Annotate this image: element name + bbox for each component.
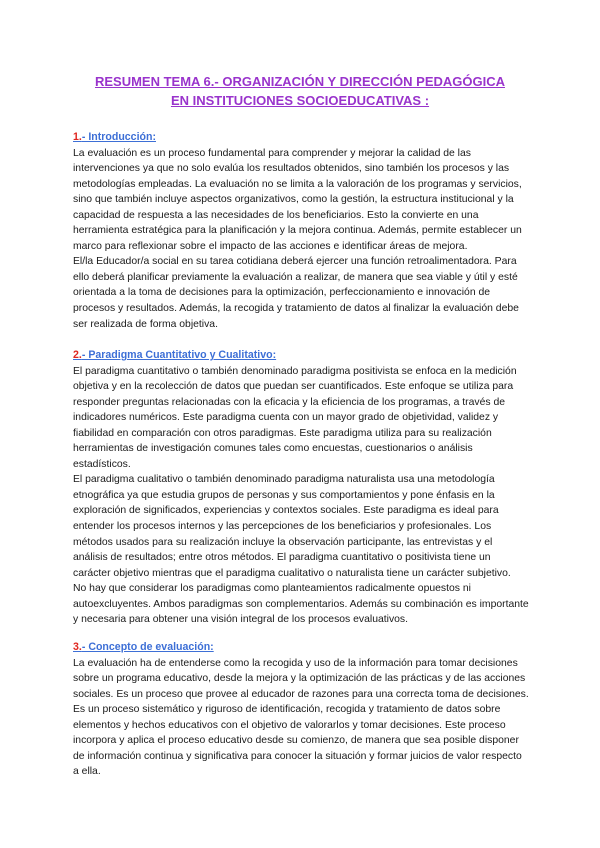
document-title-line-1: RESUMEN TEMA 6.- ORGANIZACIÓN Y DIRECCIÓN PEDAGÓGICA bbox=[94, 74, 505, 89]
paragraph: La evaluación ha de entenderse como la recogida y uso de la información para tomar decisiones sobre un programa educativo, desde la mejora y la optimización de las prácticas y de las acciones sociales. Es un proceso que provee al educador de razones para una correcta toma de decisiones. Es un proceso sistemático y riguroso de identificación, recogida y tratamiento de datos sobre elementos y hechos educativos con el objetivo de valorarlos y tomar decisiones. Este proceso incorpora y aplica el proceso educativo desde su comienzo, de manera que sea posible disponer de información continua y significativa para conocer la situación y formar juicios de valor respecto a ella. bbox=[73, 657, 529, 778]
section-heading-text: - Paradigma Cuantitativo y Cualitativo: bbox=[81, 349, 277, 361]
section-heading bbox=[73, 130, 529, 146]
paragraph: No hay que considerar los paradigmas como planteamientos radicalmente opuestos ni autoexcluyentes. Ambos paradigmas son complementarios. Además su combinación es importante y necesaria para obtener una visión integral de los procesos evaluativos. bbox=[73, 583, 529, 626]
section-heading-text: - Introducción: bbox=[81, 131, 156, 143]
paragraph: El paradigma cuantitativo o también denominado paradigma positivista se enfoca en la medición objetiva y en la recolección de datos que puedan ser cuantificados. Este enfoque se utiliza para responder preguntas relacionadas con la eficacia y la eficiencia de los programas, a través de indicadores numéricos. Este paradigma cuenta con un mayor grado de objetividad, validez y fiabilidad en comparación con otros paradigmas. Este paradigma utiliza para su realización herramientas de investigación comunes tales como encuestas, cuestionarios o análisis estadísticos. bbox=[73, 365, 517, 470]
document-title bbox=[60, 72, 540, 110]
paragraph: El paradigma cualitativo o también denominado paradigma naturalista usa una metodología etnográfica ya que estudia grupos de personas y sus comportamientos y pone énfasis en la exploración de significados, experiencias y contextos sociales. Este paradigma es ideal para entender los procesos internos y las percepciones de los beneficiarios y profesionales. Los métodos usados para su realización incluye la observación participante, las entrevistas y el análisis de resultados; entre otros métodos. El paradigma cuantitativo o positivista tiene un carácter objetivo mientras que el paradigma cualitativo o naturalista tiene un carácter subjetivo. bbox=[73, 474, 511, 579]
section-introduccion bbox=[73, 130, 529, 332]
section-paradigmas bbox=[73, 348, 529, 628]
section-number: 1. bbox=[73, 131, 82, 143]
section-heading bbox=[73, 640, 529, 656]
document-title-line-2: EN INSTITUCIONES SOCIOEDUCATIVAS : bbox=[170, 93, 430, 108]
section-number: 2. bbox=[73, 349, 82, 361]
paragraph: La evaluación es un proceso fundamental para comprender y mejorar la calidad de las intervenciones ya que no solo evalúa los resultados obtenidos, sino también los procesos y las metodologías empleadas. La evaluación no se limita a la valoración de los programas y servicios, sino que también incluye aspectos organizativos, como la gestión, la estructura institucional y la capacidad de respuesta a las necesidades de los beneficiarios. Esto la convierte en una herramienta estratégica para la planificación y la mejora continua. Además, permite establecer un marco para reflexionar sobre el impacto de las acciones e identificar áreas de mejora. bbox=[73, 147, 522, 252]
section-number: 3. bbox=[73, 641, 82, 653]
paragraph: El/la Educador/a social en su tarea cotidiana deberá ejercer una función retroalimentadora. Para ello deberá planificar previamente la evaluación a realizar, de manera que sea viable y útil y esté orientada a la toma de decisiones para la optimización, perfeccionamiento e innovación de procesos y resultados. Además, la recogida y tratamiento de datos al finalizar la evaluación debe ser realizada de forma objetiva. bbox=[73, 256, 519, 330]
section-concepto-evaluacion bbox=[73, 640, 529, 780]
section-heading-text: - Concepto de evaluación: bbox=[81, 641, 214, 653]
section-heading bbox=[73, 348, 529, 364]
